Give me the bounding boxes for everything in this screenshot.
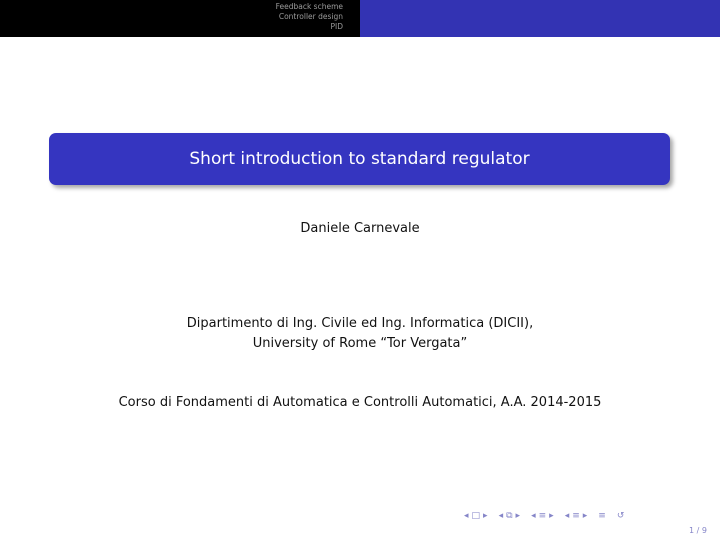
institute-line-2: University of Rome “Tor Vergata” — [252, 336, 468, 351]
next-slide-icon[interactable]: ▸ — [483, 511, 488, 521]
prev-frame-icon[interactable]: ◂ — [498, 511, 504, 521]
section-navigation — [0, 0, 360, 37]
slide-icon[interactable]: □ — [471, 511, 481, 521]
prev-subsection-icon[interactable]: ◂ — [531, 511, 536, 521]
header-bar — [0, 0, 720, 37]
subsection-icon[interactable]: ≡ — [538, 511, 547, 521]
next-frame-icon[interactable]: ▸ — [515, 511, 521, 521]
institute-line-1: Dipartimento di Ing. Civile ed Ing. Informatica (DICII), — [186, 316, 534, 331]
title-box — [49, 133, 670, 185]
beamer-navigation-symbols — [464, 509, 704, 523]
presentation-title: Short introduction to standard regulator — [189, 149, 530, 169]
header-right-panel — [360, 0, 720, 37]
next-subsection-icon[interactable]: ▸ — [549, 511, 554, 521]
section-link-controller-design[interactable]: Controller design — [278, 12, 343, 21]
course-info: Corso di Fondamenti di Automatica e Controlli Automatici, A.A. 2014-2015 — [118, 395, 602, 410]
search-icon[interactable]: ↺ — [616, 511, 625, 521]
prev-section-icon[interactable]: ◂ — [564, 511, 570, 521]
frame-icon[interactable]: ⧉ — [506, 511, 513, 521]
section-link-feedback-scheme[interactable]: Feedback scheme — [275, 2, 343, 11]
author: Daniele Carnevale — [300, 221, 420, 236]
appendix-icon[interactable]: ≡ — [598, 511, 606, 521]
page-number: 1 / 9 — [689, 526, 707, 535]
section-link-pid[interactable]: PID — [330, 22, 343, 31]
prev-slide-icon[interactable]: ◂ — [464, 511, 469, 521]
next-section-icon[interactable]: ▸ — [582, 511, 588, 521]
section-icon[interactable]: ≡ — [572, 511, 580, 521]
